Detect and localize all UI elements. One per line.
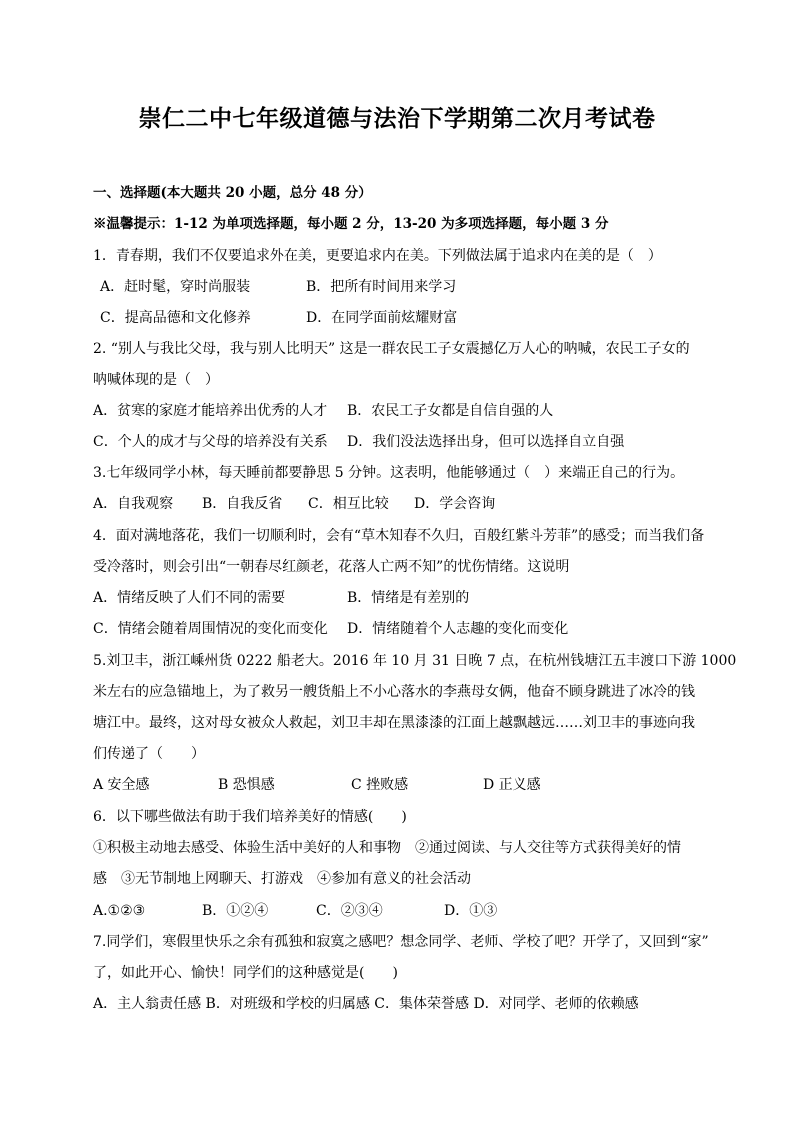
q7-options: A．主人翁责任感 B．对班级和学校的归属感 C．集体荣誉感 D．对同学、老师的依赖感 bbox=[93, 996, 639, 1012]
q6-items-line1: ①积极主动地去感受、体验生活中美好的人和事物 ②通过阅读、与人交往等方式获得美好的情 bbox=[93, 840, 681, 856]
q4-option-c: C．情绪会随着周围情况的变化而变化 bbox=[93, 621, 328, 637]
q7-stem-line2: 了，如此开心、愉快！同学们的这种感觉是( ) bbox=[93, 965, 398, 981]
q6-option-a: A.①②③ bbox=[93, 903, 146, 919]
q6-items-line2: 感 ③无节制地上网聊天、打游戏 ④参加有意义的社会活动 bbox=[93, 871, 471, 887]
q6-option-d: D．①③ bbox=[444, 903, 498, 919]
q2-stem-line1: 2. “别人与我比父母，我与别人比明天” 这是一群农民工子女震撼亿万人心的呐喊，农民工子女的 bbox=[93, 341, 690, 357]
q3-option-c: C．相互比较 bbox=[308, 496, 389, 512]
q5-option-d: D 正义感 bbox=[483, 777, 541, 793]
q1-option-d: D．在同学面前炫耀财富 bbox=[306, 310, 458, 326]
page-title: 崇仁二中七年级道德与法治下学期第二次月考试卷 bbox=[138, 105, 656, 132]
q1-stem: 1．青春期，我们不仅要追求外在美，更要追求内在美。下列做法属于追求内在美的是（ ） bbox=[93, 248, 662, 264]
q5-option-c: C 挫败感 bbox=[351, 777, 409, 793]
q2-stem-line2: 呐喊体现的是（ ） bbox=[93, 372, 219, 388]
section-heading: 一、选择题(本大题共 20 小题，总分 48 分） bbox=[93, 185, 372, 201]
q2-option-a: A．贫寒的家庭才能培养出优秀的人才 bbox=[93, 403, 328, 419]
q2-option-b: B．农民工子女都是自信自强的人 bbox=[347, 403, 554, 419]
q1-option-a: A．赶时髦，穿时尚服装 bbox=[100, 279, 251, 295]
q4-stem-line2: 受冷落时，则会引出“一朝春尽红颜老，花落人亡两不知”的忧伤情绪。这说明 bbox=[93, 559, 570, 575]
q6-option-b: B．①②④ bbox=[202, 903, 269, 919]
q4-option-a: A．情绪反映了人们不同的需要 bbox=[93, 590, 286, 606]
q1-option-c: C．提高品德和文化修养 bbox=[100, 310, 251, 326]
q3-option-d: D．学会咨询 bbox=[414, 496, 496, 512]
q5-stem-line3: 塘江中。最终，这对母女被众人救起，刘卫丰却在黑漆漆的江面上越飘越远……刘卫丰的事迹向我 bbox=[93, 715, 695, 731]
q4-option-b: B．情绪是有差别的 bbox=[347, 590, 470, 606]
q4-stem-line1: 4．面对满地落花，我们一切顺利时，会有“草木知春不久归，百般红紫斗芳菲”的感受；而当我们备 bbox=[93, 528, 705, 544]
section-tip: ※温馨提示：1-12 为单项选择题，每小题 2 分，13-20 为多项选择题，每小题 3 分 bbox=[93, 216, 609, 232]
q4-option-d: D．情绪随着个人志趣的变化而变化 bbox=[347, 621, 569, 637]
q3-option-a: A．自我观察 bbox=[93, 496, 174, 512]
q2-option-c: C．个人的成才与父母的培养没有关系 bbox=[93, 434, 328, 450]
q2-option-d: D．我们没法选择出身，但可以选择自立自强 bbox=[347, 434, 625, 450]
q3-option-b: B．自我反省 bbox=[202, 496, 283, 512]
q5-option-a: A 安全感 bbox=[93, 777, 150, 793]
q6-option-c: C．②③④ bbox=[316, 903, 383, 919]
q7-stem-line1: 7.同学们，寒假里快乐之余有孤独和寂寞之感吧？想念同学、老师、学校了吧？开学了，又回到“家” bbox=[93, 934, 709, 950]
q3-stem: 3.七年级同学小林，每天睡前都要静思 5 分钟。这表明，他能够通过（ ）来端正自己的行为。 bbox=[93, 465, 685, 481]
q5-stem-line2: 米左右的应急锚地上，为了救另一艘货船上不小心落水的李燕母女俩，他奋不顾身跳进了冰冷的钱 bbox=[93, 684, 695, 700]
q5-option-b: B 恐惧感 bbox=[218, 777, 275, 793]
q1-option-b: B．把所有时间用来学习 bbox=[306, 279, 457, 295]
q5-stem-line4: 们传递了（ ） bbox=[93, 746, 205, 762]
q6-stem: 6．以下哪些做法有助于我们培养美好的情感( ) bbox=[93, 809, 407, 825]
q5-stem-line1: 5.刘卫丰，浙江嵊州货 0222 船老大。2016 年 10 月 31 日晚 7 点，在杭州钱塘江五丰渡口下游 1000 bbox=[93, 653, 737, 669]
